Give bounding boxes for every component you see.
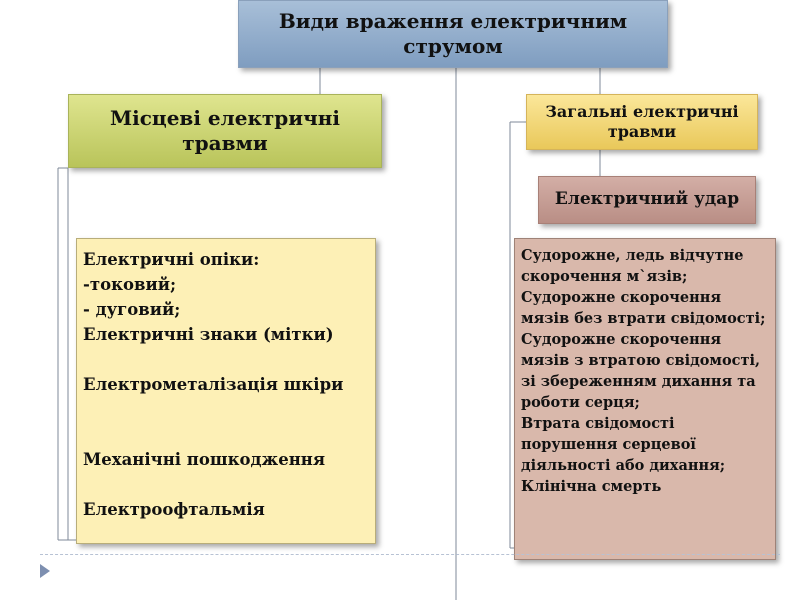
list-item: Судорожне, ледь відчутне скорочення м`язів;	[521, 247, 744, 285]
list-item: - дуговий;	[83, 300, 181, 319]
list-item	[83, 397, 369, 422]
list-item: -токовий;	[83, 275, 177, 294]
list-item: Електричні знаки (мітки)	[83, 325, 334, 344]
list-item: Втрата свідомості порушення серцевої діяльності або дихання;	[521, 415, 726, 474]
list-item: Механічні пошкодження	[83, 450, 326, 469]
local-injuries-node	[68, 94, 382, 168]
list-item: Клінічна смерть	[521, 478, 662, 495]
list-item	[83, 347, 369, 372]
general-injuries-title: Загальні електричні травми	[545, 102, 739, 141]
list-item: Електрометалізація шкіри	[83, 375, 344, 394]
list-item	[83, 472, 369, 497]
list-item: Електричні опіки:	[83, 250, 260, 269]
list-item: Електроофтальмія	[83, 500, 265, 519]
electric-shock-node	[538, 176, 756, 224]
play-triangle-icon	[40, 564, 50, 578]
list-item: Судорожне скорочення мязів з втратою свідомості, зі збереженням дихання та роботи серця;	[521, 331, 761, 411]
root-title: Види враження електричним струмом	[278, 9, 628, 58]
general-injuries-node	[526, 94, 758, 150]
list-item: Судорожне скорочення мязів без втрати свідомості;	[521, 289, 766, 327]
local-injuries-list	[76, 238, 376, 544]
list-item	[83, 422, 369, 447]
footer-divider	[40, 554, 780, 555]
general-injuries-list	[514, 238, 776, 560]
root-node	[238, 0, 668, 68]
electric-shock-title: Електричний удар	[554, 189, 740, 210]
local-injuries-title: Місцеві електричні травми	[110, 106, 340, 155]
